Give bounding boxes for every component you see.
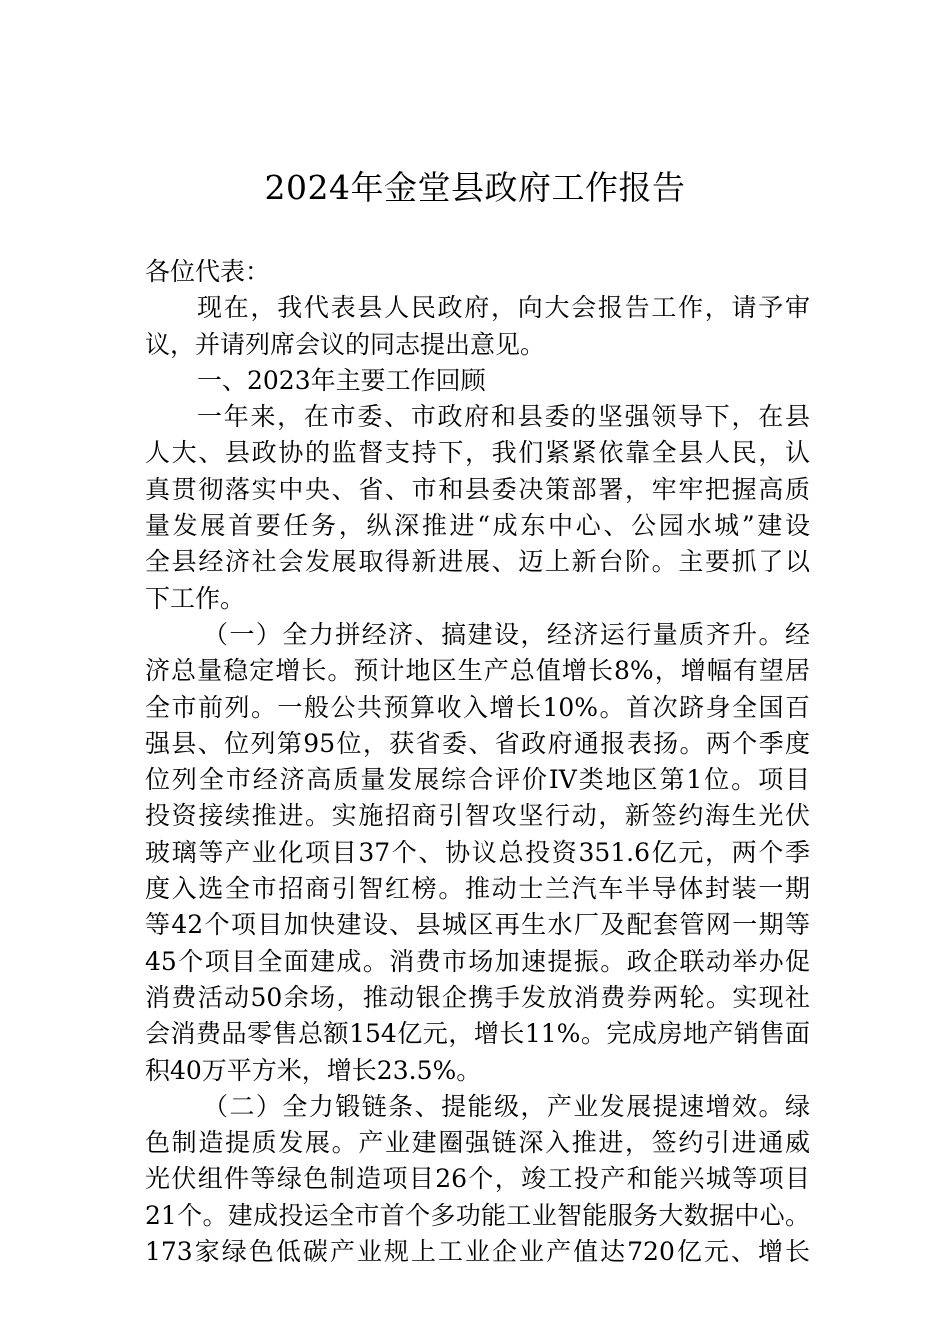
paragraph-line: 积40万平方米，增长23.5%。 [145,1055,482,1085]
paragraph-line: 议，并请列席会议的同志提出意见。 [145,329,546,359]
salutation-line: 各位代表： [145,257,271,286]
paragraph-line: 投资接续推进。实施招商引智攻坚行动，新签约海生光伏 [145,801,810,831]
paragraph-line: 等42个项目加快建设、县城区再生水厂及配套管网一期等 [145,910,810,940]
paragraph-line: 会消费品零售总额154亿元，增长11%。完成房地产销售面 [145,1019,810,1049]
paragraph-line: 济总量稳定增长。预计地区生产总值增长8%，增幅有望居 [145,656,810,686]
paragraph-line: 消费活动50余场，推动银企携手发放消费券两轮。实现社 [145,982,810,1012]
paragraph-line: 强县、位列第95位，获省委、省政府通报表扬。两个季度 [145,728,810,758]
paragraph-line: 色制造提质发展。产业建圈强链深入推进，签约引进通威 [145,1128,810,1158]
document-title: 2024年金堂县政府工作报告 [264,168,686,207]
section-heading: 一、2023年主要工作回顾 [197,365,486,395]
paragraph-line: 量发展首要任务，纵深推进“成东中心、公园水城”建设 [145,511,810,541]
document-body [145,254,810,1270]
subsection-line: （二）全力锻链条、提能级，产业发展提速增效。绿 [203,1091,810,1121]
paragraph-line: 全县经济社会发展取得新进展、迈上新台阶。主要抓了以 [145,547,810,577]
paragraph-line: 21个。建成投运全市首个多功能工业智能服务大数据中心。 [145,1200,810,1230]
paragraph-line: 真贯彻落实中央、省、市和县委决策部署，牢牢把握高质 [145,474,810,504]
paragraph-line: 度入选全市招商引智红榜。推动士兰汽车半导体封装一期 [145,874,810,904]
subsection-line: （一）全力拼经济、搞建设，经济运行量质齐升。经 [203,619,810,649]
paragraph-line: 45个项目全面建成。消费市场加速提振。政企联动举办促 [145,946,810,976]
paragraph-line: 一年来，在市委、市政府和县委的坚强领导下，在县 [197,402,810,432]
paragraph-line: 全市前列。一般公共预算收入增长10%。首次跻身全国百 [145,692,810,722]
paragraph-line: 下工作。 [145,583,246,613]
paragraph-line: 光伏组件等绿色制造项目26个，竣工投产和能兴城等项目 [145,1164,810,1194]
paragraph-line: 人大、县政协的监督支持下，我们紧紧依靠全县人民，认 [145,438,810,468]
paragraph-line: 玻璃等产业化项目37个、协议总投资351.6亿元，两个季 [145,837,810,867]
paragraph-line: 现在，我代表县人民政府，向大会报告工作，请予审 [197,293,810,323]
paragraph-line: 位列全市经济高质量发展综合评价IV类地区第1位。项目 [145,765,810,795]
paragraph-line: 173家绿色低碳产业规上工业企业产值达720亿元、增长 [145,1237,810,1267]
